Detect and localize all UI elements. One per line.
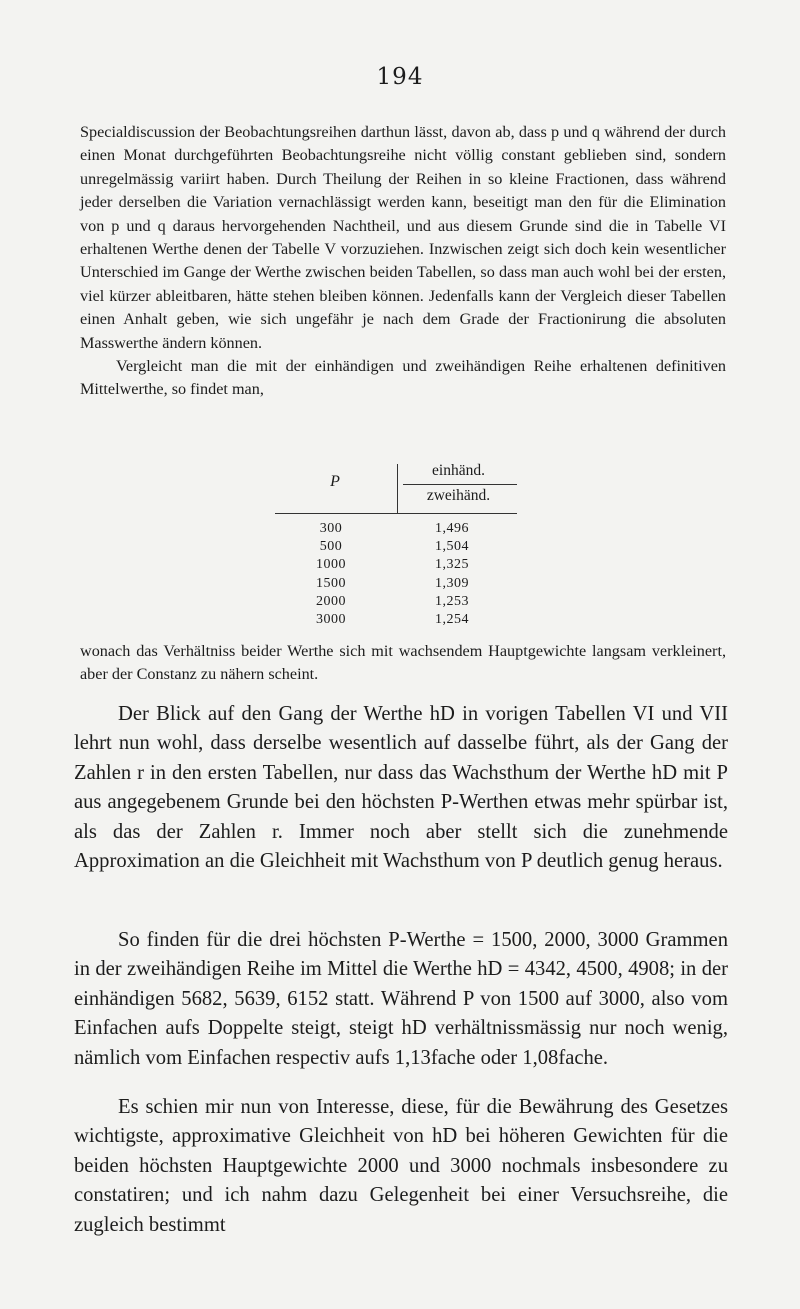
header-divider	[397, 464, 398, 513]
paragraph-specialdiscussion: Specialdiscussion der Beobachtungsreihen darthun lässt, davon ab, dass p und q während der durch einen Monat durchgeführten Beobachtungsreihe nicht völlig constant geblieben sind, sondern unregelmässig variirt haben. Durch Theilung der Reihen in so kleine Fractionen, dass während jeder derselben die Variation vernachlässigt werden kann, beseitigt man den für die Elimination von p und q daraus hervorgehenden Nachtheil, und aus diesem Grunde sind die in Tabelle VI erhaltenen Werthe denen der Tabelle V vorzuziehen. Inzwischen zeigt sich doch kein wesentlicher Unterschied im Gange der Werthe zwischen beiden Tabellen, so dass man auch wohl bei der ersten, viel kürzer ableitbaren, hätte stehen bleiben können. Jedenfalls kann der Vergleich dieser Tabellen einen Anhalt geben, wie sich ungefähr je nach dem Grade der Fractionirung die absoluten Masswerthe ändern können.	[80, 123, 726, 352]
table-body	[275, 514, 517, 629]
cell-ratio: 1,253	[435, 593, 469, 609]
paragraph-vergleicht: Vergleicht man die mit der einhändigen und zweihändigen Reihe erhaltenen definitiven Mittelwerthe, so findet man,	[80, 357, 726, 399]
table-row	[275, 556, 517, 574]
cell-ratio: 1,496	[435, 521, 469, 536]
cell-p: 300	[319, 521, 343, 536]
table-row	[275, 575, 517, 593]
table-row	[275, 538, 517, 556]
column-header-p: P	[330, 473, 340, 490]
column-header-numerator: einhänd.	[432, 462, 485, 479]
column-header-denominator: zweihänd.	[426, 487, 491, 504]
cell-p: 500	[319, 539, 343, 555]
table-row	[275, 520, 517, 538]
paragraph-es-schien: Es schien mir nun von Interesse, diese, für die Bewährung des Gesetzes wichtigste, approximative Gleichheit von hD bei höheren Gewichten für die beiden höchsten Hauptgewichte 2000 und 3000 nochmals insbesondere zu constatiren; und ich nahm dazu Gelegenheit bei einer Versuchsreihe, die zugleich bestimmt	[74, 1096, 728, 1236]
cell-p: 1000	[316, 557, 346, 573]
paragraph-der-blick: Der Blick auf den Gang der Werthe hD in vorigen Tabellen VI und VII lehrt nun wohl, dass derselbe wesentlich auf dasselbe führt, als der Gang der Zahlen r in den ersten Tabellen, nur dass das Wachsthum der Werthe hD mit P aus angegebenem Grunde bei den höchsten P-Werthen etwas mehr spürbar ist, als das der Zahlen r. Immer noch aber stellt sich die zunehmende Approximation an die Gleichheit mit Wachsthum von P deutlich genug heraus.	[74, 703, 728, 873]
small-print-section	[80, 121, 726, 402]
cell-ratio: 1,309	[435, 575, 469, 591]
main-text-so-finden	[74, 926, 728, 1073]
page-number: 194	[376, 64, 424, 90]
table-header	[275, 461, 517, 514]
cell-ratio: 1,254	[435, 611, 469, 627]
small-print-conclusion	[80, 640, 726, 687]
cell-p: 2000	[316, 593, 346, 609]
cell-ratio: 1,325	[435, 557, 469, 573]
table-row	[275, 593, 517, 611]
main-text-es-schien	[74, 1093, 728, 1240]
ratio-table	[275, 461, 517, 629]
paragraph-wonach: wonach das Verhältniss beider Werthe sich mit wachsendem Hauptgewichte langsam verkleinert, aber der Constanz zu nähern scheint.	[80, 642, 726, 684]
table-row	[275, 611, 517, 629]
paragraph-so-finden: So finden für die drei höchsten P-Werthe = 1500, 2000, 3000 Grammen in der zweihändigen Reihe im Mittel die Werthe hD = 4342, 4500, 4908; in der einhändigen 5682, 5639, 6152 statt. Während P von 1500 auf 3000, also vom Einfachen aufs Doppelte steigt, steigt hD verhältnissmässig nur noch wenig, nämlich vom Einfachen respectiv aufs 1,13fache oder 1,08fache.	[74, 929, 728, 1069]
main-text-blick	[74, 700, 728, 876]
cell-ratio: 1,504	[435, 539, 469, 555]
fraction-bar	[403, 484, 517, 485]
cell-p: 1500	[316, 575, 346, 591]
cell-p: 3000	[316, 611, 346, 627]
